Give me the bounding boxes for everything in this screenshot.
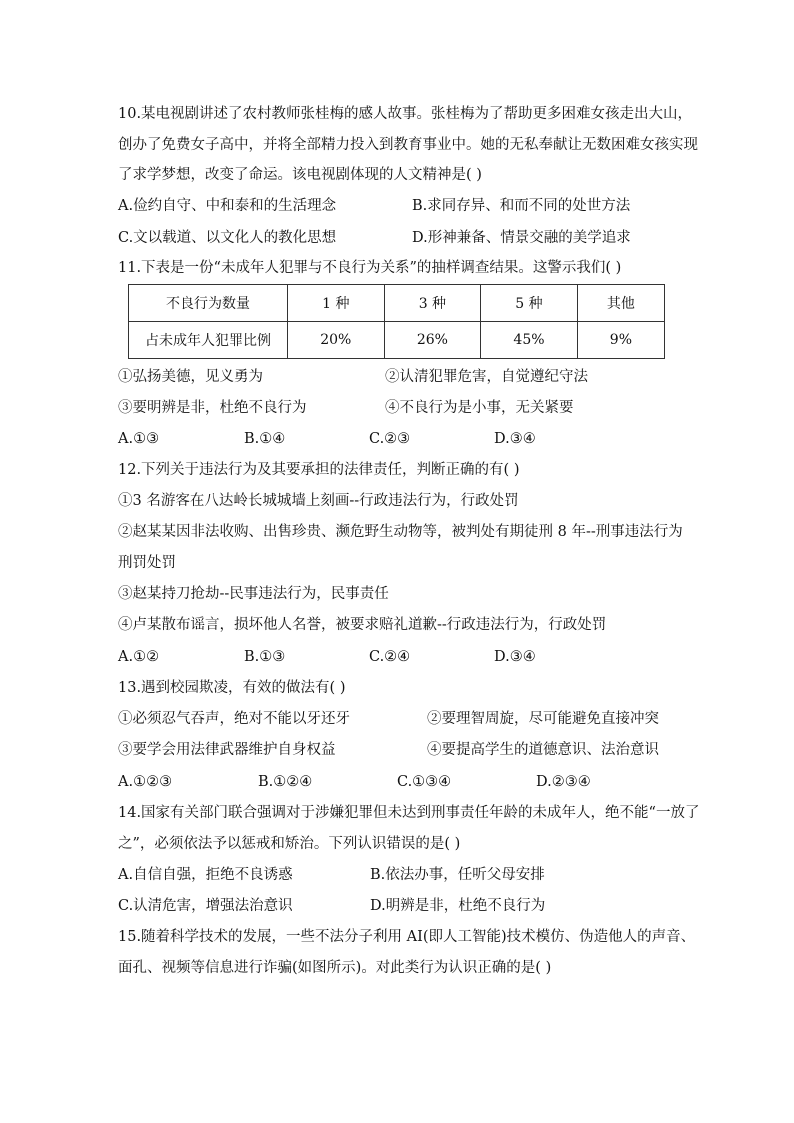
q11-option-c: C.②③ xyxy=(369,431,411,447)
q12-item-4: ④卢某散布谣言，损坏他人名誉，被要求赔礼道歉--行政违法行为，行政处罚 xyxy=(118,617,607,633)
q12-option-a: A.①② xyxy=(118,649,160,665)
q14-option-b: B.依法办事，任听父母安排 xyxy=(370,867,545,883)
q10-stem-line-3: 了求学梦想，改变了命运。该电视剧体现的人文精神是( ) xyxy=(118,167,482,183)
q14-option-a: A.自信自强，拒绝不良诱惑 xyxy=(118,867,293,883)
q15-stem-line-2: 面孔、视频等信息进行诈骗(如图所示)。对此类行为认识正确的是( ) xyxy=(118,960,552,976)
q10-option-c: C.文以载道、以文化人的教化思想 xyxy=(118,230,337,246)
table-cell: 5 种 xyxy=(481,285,578,322)
table-cell: 3 种 xyxy=(384,285,481,322)
q12-option-c: C.②④ xyxy=(369,649,411,665)
table-cell: 9% xyxy=(577,322,664,359)
q15-stem-line-1: 15.随着科学技术的发展，一些不法分子利用 AI(即人工智能)技术模仿、伪造他人的声音、 xyxy=(118,929,696,945)
q11-option-b: B.①④ xyxy=(244,431,286,447)
q13-item-2: ②要理智周旋，尽可能避免直接冲突 xyxy=(427,711,659,727)
q12-item-2: ②赵某某因非法收购、出售珍贵、濒危野生动物等，被判处有期徒刑 8 年--刑事违法行为 xyxy=(118,524,683,540)
table-cell: 1 种 xyxy=(288,285,385,322)
q10-option-b: B.求同存异、和而不同的处世方法 xyxy=(412,198,631,214)
table-cell: 20% xyxy=(288,322,385,359)
q12-item-1: ①3 名游客在八达岭长城城墙上刻画--行政违法行为，行政处罚 xyxy=(118,493,519,509)
table-cell: 不良行为数量 xyxy=(129,285,288,322)
q12-option-b: B.①③ xyxy=(244,649,286,665)
q11-option-a: A.①③ xyxy=(118,431,160,447)
q12-option-d: D.③④ xyxy=(494,649,536,665)
q11-item-2: ②认清犯罪危害，自觉遵纪守法 xyxy=(385,369,588,385)
q10-stem-line-1: 10.某电视剧讲述了农村教师张桂梅的感人故事。张桂梅为了帮助更多困难女孩走出大山， xyxy=(118,106,693,122)
table-cell: 45% xyxy=(481,322,578,359)
q13-item-4: ④要提高学生的道德意识、法治意识 xyxy=(427,742,659,758)
q13-option-a: A.①②③ xyxy=(118,774,173,790)
q11-item-1: ①弘扬美德，见义勇为 xyxy=(118,369,263,385)
q12-item-3: ③赵某持刀抢劫--民事违法行为，民事责任 xyxy=(118,586,389,602)
q11-item-3: ③要明辨是非，杜绝不良行为 xyxy=(118,400,307,416)
q11-item-4: ④不良行为是小事，无关紧要 xyxy=(385,400,574,416)
q10-stem-line-2: 创办了免费女子高中，并将全部精力投入到教育事业中。她的无私奉献让无数困难女孩实现 xyxy=(118,137,698,153)
table-row xyxy=(129,322,665,359)
table-cell: 其他 xyxy=(577,285,664,322)
table-cell: 占未成年人犯罪比例 xyxy=(129,322,288,359)
q11-stem: 11.下表是一份“未成年人犯罪与不良行为关系”的抽样调查结果。这警示我们( ) xyxy=(118,260,622,276)
q13-item-3: ③要学会用法律武器维护自身权益 xyxy=(118,742,336,758)
q13-option-d: D.②③④ xyxy=(536,774,591,790)
q13-stem: 13.遇到校园欺凌，有效的做法有( ) xyxy=(118,680,346,696)
q14-stem-line-1: 14.国家有关部门联合强调对于涉嫌犯罪但未达到刑事责任年龄的未成年人，绝不能“一放了 xyxy=(118,805,700,821)
q12-item-2-continued: 刑罚处罚 xyxy=(118,555,176,571)
table-row xyxy=(129,285,665,322)
table-cell: 26% xyxy=(384,322,481,359)
q13-option-b: B.①②④ xyxy=(258,774,313,790)
q14-option-d: D.明辨是非，杜绝不良行为 xyxy=(370,898,546,914)
q10-option-d: D.形神兼备、情景交融的美学追求 xyxy=(412,230,631,246)
q13-item-1: ①必须忍气吞声，绝对不能以牙还牙 xyxy=(118,711,350,727)
q12-stem: 12.下列关于违法行为及其要承担的法律责任，判断正确的有( ) xyxy=(118,462,520,478)
survey-table xyxy=(128,284,665,359)
q14-option-c: C.认清危害，增强法治意识 xyxy=(118,898,293,914)
q13-option-c: C.①③④ xyxy=(397,774,452,790)
q11-option-d: D.③④ xyxy=(494,431,536,447)
q10-option-a: A.俭约自守、中和泰和的生活理念 xyxy=(118,198,337,214)
q14-stem-line-2: 之”，必须依法予以惩戒和矫治。下列认识错误的是( ) xyxy=(118,836,461,852)
